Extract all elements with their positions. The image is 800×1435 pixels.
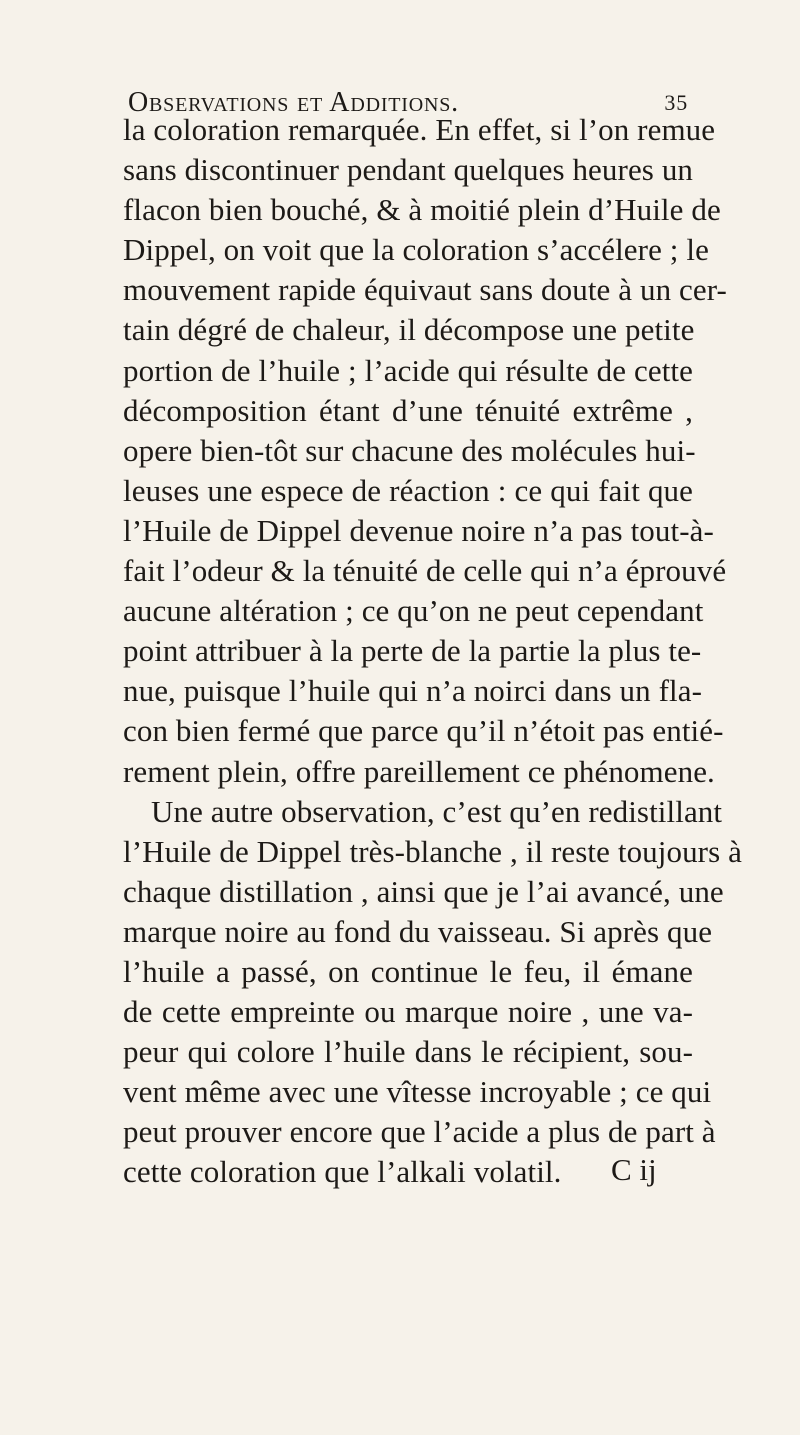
text-line: de cette empreinte ou marque noire , une va-: [123, 994, 693, 1030]
signature-mark: C ij: [611, 1152, 657, 1187]
text-line: flacon bien bouché, & à moitié plein d’Huile de: [123, 192, 721, 228]
text-line: la coloration remarquée. En effet, si l’on remue: [123, 112, 716, 147]
text-line: nue, puisque l’huile qui n’a noirci dans un fla-: [123, 673, 703, 709]
text-line: décomposition étant d’une ténuité extrême ,: [123, 392, 693, 428]
running-title: Observations et Additions.: [128, 87, 459, 118]
body-text: [123, 110, 742, 1193]
text-line: l’Huile de Dippel très-blanche , il reste toujours à: [123, 833, 742, 869]
text-line: Une autre observation, c’est qu’en redistillant: [151, 793, 723, 829]
text-line: l’huile a passé, on continue le feu, il émane: [123, 953, 693, 989]
text-line: point attribuer à la perte de la partie la plus te-: [123, 633, 702, 669]
text-line: portion de l’huile ; l’acide qui résulte de cette: [123, 352, 693, 388]
text-line: cette coloration que l’alkali volatil.: [123, 1154, 562, 1190]
text-line: peur qui colore l’huile dans le récipient, sou-: [123, 1034, 693, 1070]
page-number: 35: [664, 90, 688, 115]
text-line: sans discontinuer pendant quelques heures un: [123, 152, 694, 188]
text-line: vent même avec une vîtesse incroyable ; ce qui: [123, 1074, 712, 1110]
text-line: con bien fermé que parce qu’il n’étoit pas entié-: [123, 713, 724, 749]
text-line: chaque distillation , ainsi que je l’ai avancé, une: [123, 873, 724, 909]
text-line: Dippel, on voit que la coloration s’accélere ; le: [123, 232, 709, 268]
text-line: marque noire au fond du vaisseau. Si après que: [123, 913, 713, 949]
text-line: aucune altération ; ce qu’on ne peut cependant: [123, 593, 704, 629]
text-line: rement plein, offre pareillement ce phénomene.: [123, 753, 715, 789]
text-line: peut prouver encore que l’acide a plus de part à: [123, 1114, 716, 1150]
text-line: l’Huile de Dippel devenue noire n’a pas tout-à-: [123, 512, 714, 548]
text-line: tain dégré de chaleur, il décompose une petite: [123, 312, 695, 348]
text-line: mouvement rapide équivaut sans doute à un cer-: [123, 272, 727, 308]
text-line: fait l’odeur & la ténuité de celle qui n’a éprouvé: [123, 553, 727, 589]
text-line: opere bien-tôt sur chacune des molécules hui-: [123, 432, 696, 468]
text-line: leuses une espece de réaction : ce qui fait que: [123, 472, 693, 508]
